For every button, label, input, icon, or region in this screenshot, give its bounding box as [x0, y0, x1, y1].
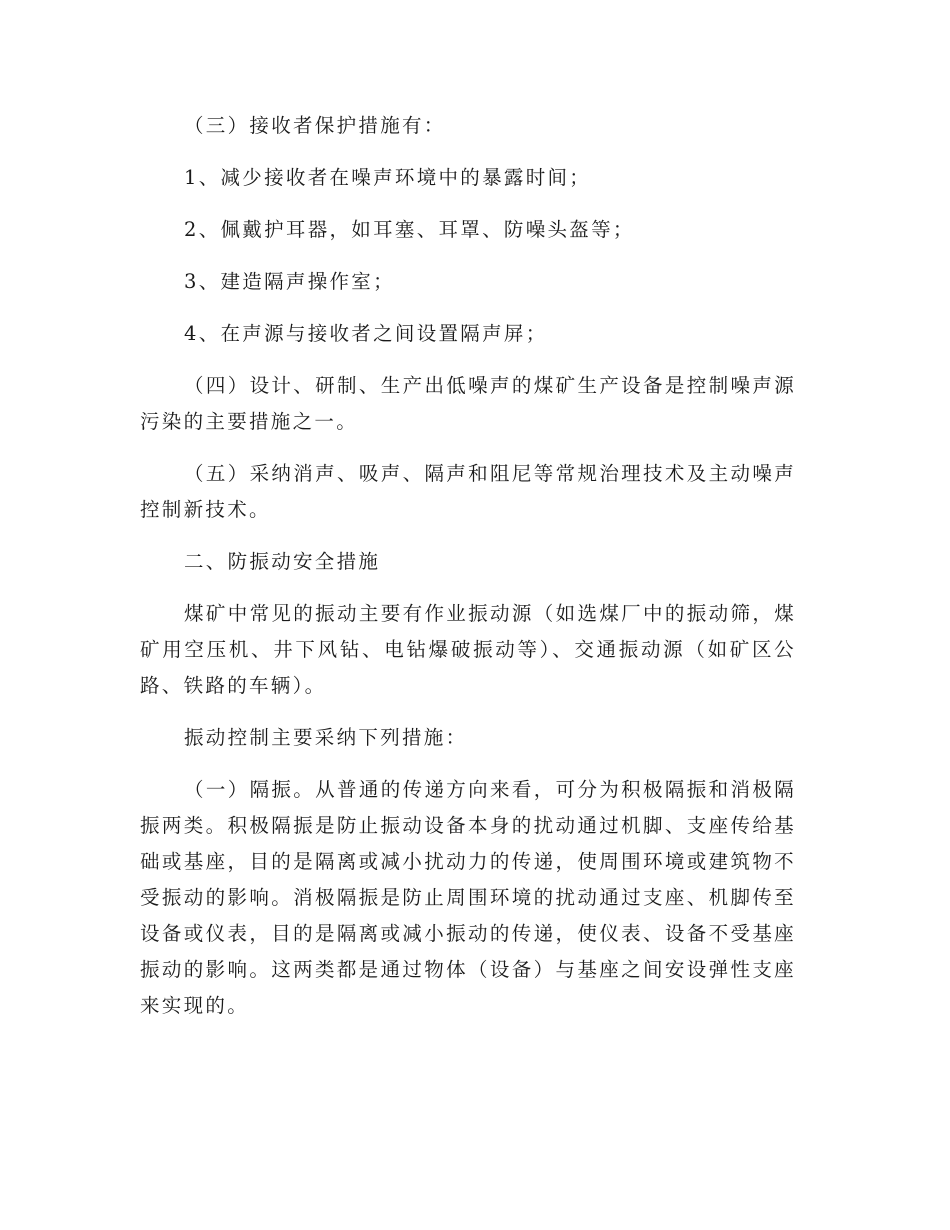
- paragraph-item-3: 3、建造隔声操作室；: [184, 270, 395, 293]
- section-heading-vibration: 二、防振动安全措施: [184, 550, 381, 573]
- document-body: [140, 108, 796, 1024]
- paragraph-item-1: 1、减少接收者在噪声环境中的暴露时间；: [184, 166, 592, 189]
- paragraph-vibration-isolation: （一）隔振。从普通的传递方向来看，可分为积极隔振和消极隔振两类。积极隔振是防止振动设备本身的扰动通过机脚、支座传给基础或基座，目的是隔离或减小扰动力的传递，使周围环境或建筑物不受振动的影响。消极隔振是防止周围环境的扰动通过支座、机脚传至设备或仪表，目的是隔离或减小振动的传递，使仪表、设备不受基座振动的影响。这两类都是通过物体（设备）与基座之间安设弹性支座来实现的。: [140, 778, 796, 1017]
- paragraph-section-4: （四）设计、研制、生产出低噪声的煤矿生产设备是控制噪声源污染的主要措施之一。: [140, 374, 796, 433]
- paragraph-vibration-control-intro: 振动控制主要采纳下列措施：: [184, 726, 468, 749]
- paragraph-vibration-sources: 煤矿中常见的振动主要有作业振动源（如选煤厂中的振动筛，煤矿用空压机、井下风钻、电钻爆破振动等）、交通振动源（如矿区公路、铁路的车辆）。: [140, 602, 796, 697]
- paragraph-section-5: （五）采纳消声、吸声、隔声和阻尼等常规治理技术及主动噪声控制新技术。: [140, 462, 796, 521]
- paragraph-item-2: 2、佩戴护耳器，如耳塞、耳罩、防噪头盔等；: [184, 218, 635, 241]
- paragraph-receiver-protection-heading: （三）接收者保护措施有：: [184, 114, 446, 137]
- paragraph-item-4: 4、在声源与接收者之间设置隔声屏；: [184, 322, 548, 345]
